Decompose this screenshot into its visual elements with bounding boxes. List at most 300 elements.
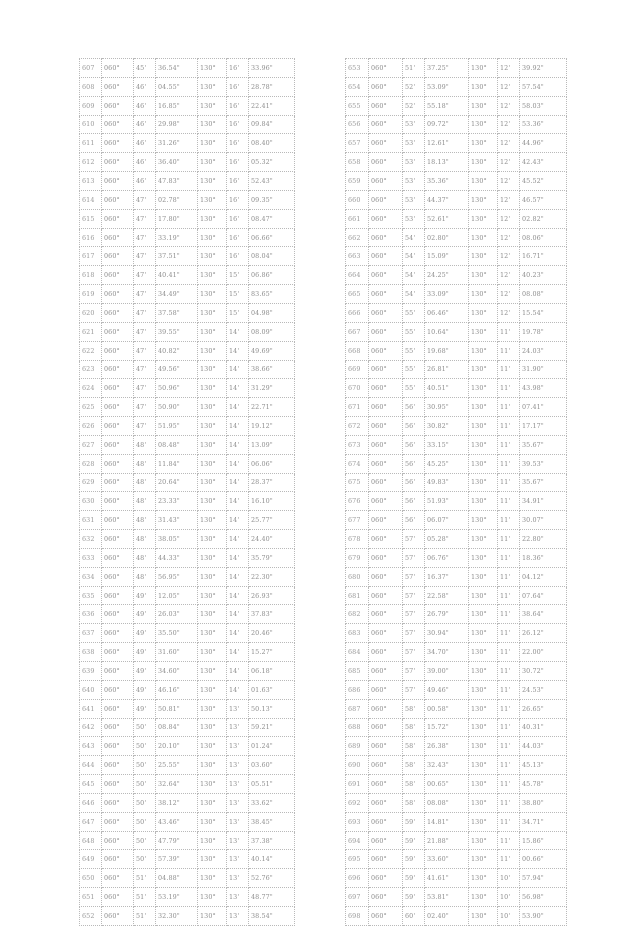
cell-degrees: 47' <box>134 247 156 266</box>
cell-degrees: 48' <box>134 567 156 586</box>
cell-degrees: 46' <box>134 153 156 172</box>
cell-bearing: 060° <box>369 77 403 96</box>
cell-reading: 15.27" <box>249 643 295 662</box>
cell-distance: 10' <box>498 869 520 888</box>
cell-bearing: 060° <box>369 567 403 586</box>
cell-bearing: 060° <box>102 831 134 850</box>
cell-degrees: 50' <box>134 718 156 737</box>
cell-minutes_seconds: 20.10" <box>156 737 198 756</box>
cell-distance: 16' <box>227 172 249 191</box>
cell-bearing: 060° <box>369 530 403 549</box>
cell-degrees: 56' <box>403 454 425 473</box>
cell-distance: 12' <box>498 285 520 304</box>
cell-distance: 11' <box>498 718 520 737</box>
cell-minutes_seconds: 31.60" <box>156 643 198 662</box>
cell-minutes_seconds: 02.78" <box>156 190 198 209</box>
cell-angle: 130° <box>198 435 227 454</box>
cell-point: 641 <box>80 699 102 718</box>
cell-reading: 04.98" <box>249 303 295 322</box>
cell-angle: 130° <box>198 906 227 925</box>
cell-angle: 130° <box>198 379 227 398</box>
table-row <box>80 888 295 907</box>
cell-minutes_seconds: 08.84" <box>156 718 198 737</box>
cell-angle: 130° <box>469 624 498 643</box>
cell-degrees: 53' <box>403 153 425 172</box>
cell-degrees: 59' <box>403 850 425 869</box>
cell-reading: 35.67" <box>520 435 567 454</box>
cell-bearing: 060° <box>369 379 403 398</box>
cell-angle: 130° <box>469 379 498 398</box>
cell-degrees: 47' <box>134 322 156 341</box>
cell-bearing: 060° <box>102 662 134 681</box>
cell-distance: 11' <box>498 586 520 605</box>
cell-angle: 130° <box>198 285 227 304</box>
cell-minutes_seconds: 33.15" <box>425 435 469 454</box>
cell-distance: 11' <box>498 530 520 549</box>
cell-degrees: 53' <box>403 209 425 228</box>
cell-point: 633 <box>80 548 102 567</box>
cell-point: 657 <box>346 134 369 153</box>
cell-minutes_seconds: 02.40" <box>425 906 469 925</box>
cell-minutes_seconds: 11.84" <box>156 454 198 473</box>
cell-bearing: 060° <box>102 303 134 322</box>
cell-point: 628 <box>80 454 102 473</box>
cell-point: 660 <box>346 190 369 209</box>
cell-degrees: 52' <box>403 77 425 96</box>
cell-bearing: 060° <box>102 511 134 530</box>
cell-degrees: 54' <box>403 228 425 247</box>
cell-degrees: 55' <box>403 322 425 341</box>
cell-point: 680 <box>346 567 369 586</box>
cell-point: 691 <box>346 775 369 794</box>
cell-distance: 14' <box>227 473 249 492</box>
cell-point: 695 <box>346 850 369 869</box>
cell-minutes_seconds: 15.09" <box>425 247 469 266</box>
cell-distance: 11' <box>498 812 520 831</box>
cell-angle: 130° <box>198 454 227 473</box>
cell-angle: 130° <box>198 190 227 209</box>
cell-bearing: 060° <box>369 473 403 492</box>
table-row <box>346 209 567 228</box>
table-row <box>80 643 295 662</box>
cell-minutes_seconds: 50.96" <box>156 379 198 398</box>
cell-reading: 08.06" <box>520 228 567 247</box>
cell-bearing: 060° <box>102 756 134 775</box>
cell-degrees: 47' <box>134 285 156 304</box>
cell-bearing: 060° <box>369 153 403 172</box>
cell-distance: 14' <box>227 341 249 360</box>
cell-angle: 130° <box>469 417 498 436</box>
cell-distance: 11' <box>498 511 520 530</box>
cell-bearing: 060° <box>102 96 134 115</box>
cell-point: 698 <box>346 906 369 925</box>
table-row <box>346 548 567 567</box>
table-row <box>346 454 567 473</box>
cell-angle: 130° <box>469 605 498 624</box>
cell-angle: 130° <box>198 473 227 492</box>
cell-degrees: 46' <box>134 134 156 153</box>
cell-reading: 28.37" <box>249 473 295 492</box>
cell-reading: 35.79" <box>249 548 295 567</box>
cell-angle: 130° <box>469 793 498 812</box>
cell-point: 647 <box>80 812 102 831</box>
cell-point: 635 <box>80 586 102 605</box>
cell-bearing: 060° <box>369 548 403 567</box>
cell-point: 663 <box>346 247 369 266</box>
cell-degrees: 49' <box>134 699 156 718</box>
table-row <box>80 699 295 718</box>
cell-point: 689 <box>346 737 369 756</box>
table-row <box>346 435 567 454</box>
cell-reading: 19.78" <box>520 322 567 341</box>
cell-bearing: 060° <box>102 341 134 360</box>
cell-reading: 38.45" <box>249 812 295 831</box>
table-row <box>346 624 567 643</box>
table-row <box>346 662 567 681</box>
cell-bearing: 060° <box>102 454 134 473</box>
cell-degrees: 58' <box>403 775 425 794</box>
cell-minutes_seconds: 12.61" <box>425 134 469 153</box>
cell-distance: 12' <box>498 96 520 115</box>
cell-bearing: 060° <box>102 115 134 134</box>
cell-reading: 19.12" <box>249 417 295 436</box>
cell-minutes_seconds: 39.00" <box>425 662 469 681</box>
cell-degrees: 57' <box>403 680 425 699</box>
cell-point: 648 <box>80 831 102 850</box>
cell-degrees: 55' <box>403 379 425 398</box>
cell-reading: 22.71" <box>249 398 295 417</box>
table-row <box>80 473 295 492</box>
cell-point: 690 <box>346 756 369 775</box>
table-row <box>346 228 567 247</box>
cell-distance: 12' <box>498 209 520 228</box>
cell-degrees: 51' <box>134 869 156 888</box>
table-row <box>80 548 295 567</box>
cell-minutes_seconds: 15.72" <box>425 718 469 737</box>
cell-degrees: 56' <box>403 511 425 530</box>
cell-distance: 16' <box>227 115 249 134</box>
cell-degrees: 56' <box>403 398 425 417</box>
cell-angle: 130° <box>198 530 227 549</box>
table-row <box>80 737 295 756</box>
cell-degrees: 47' <box>134 190 156 209</box>
cell-minutes_seconds: 37.58" <box>156 303 198 322</box>
cell-bearing: 060° <box>102 153 134 172</box>
table-row <box>80 511 295 530</box>
table-row <box>80 869 295 888</box>
cell-bearing: 060° <box>369 586 403 605</box>
cell-angle: 130° <box>198 737 227 756</box>
cell-reading: 40.31" <box>520 718 567 737</box>
table-row <box>80 793 295 812</box>
cell-minutes_seconds: 26.03" <box>156 605 198 624</box>
cell-bearing: 060° <box>369 906 403 925</box>
cell-point: 656 <box>346 115 369 134</box>
cell-bearing: 060° <box>369 134 403 153</box>
cell-reading: 08.40" <box>249 134 295 153</box>
cell-point: 645 <box>80 775 102 794</box>
cell-degrees: 49' <box>134 643 156 662</box>
table-row <box>80 624 295 643</box>
cell-reading: 38.66" <box>249 360 295 379</box>
cell-angle: 130° <box>198 548 227 567</box>
table-row <box>346 511 567 530</box>
cell-distance: 11' <box>498 417 520 436</box>
table-row <box>346 417 567 436</box>
table-row <box>346 567 567 586</box>
table-row <box>346 492 567 511</box>
table-row <box>80 341 295 360</box>
cell-distance: 13' <box>227 906 249 925</box>
cell-angle: 130° <box>469 737 498 756</box>
cell-angle: 130° <box>469 59 498 78</box>
cell-reading: 09.35" <box>249 190 295 209</box>
table-row <box>80 567 295 586</box>
cell-distance: 16' <box>227 77 249 96</box>
table-row <box>80 134 295 153</box>
cell-bearing: 060° <box>369 190 403 209</box>
cell-point: 674 <box>346 454 369 473</box>
cell-bearing: 060° <box>369 869 403 888</box>
cell-bearing: 060° <box>102 548 134 567</box>
cell-point: 637 <box>80 624 102 643</box>
cell-degrees: 48' <box>134 511 156 530</box>
cell-point: 642 <box>80 718 102 737</box>
cell-distance: 13' <box>227 699 249 718</box>
cell-degrees: 46' <box>134 115 156 134</box>
cell-bearing: 060° <box>102 586 134 605</box>
cell-bearing: 060° <box>369 285 403 304</box>
cell-angle: 130° <box>198 247 227 266</box>
cell-reading: 30.72" <box>520 662 567 681</box>
cell-distance: 15' <box>227 266 249 285</box>
cell-degrees: 47' <box>134 209 156 228</box>
cell-degrees: 57' <box>403 643 425 662</box>
cell-distance: 11' <box>498 737 520 756</box>
cell-minutes_seconds: 32.30" <box>156 906 198 925</box>
cell-distance: 15' <box>227 285 249 304</box>
cell-distance: 14' <box>227 530 249 549</box>
cell-reading: 00.66" <box>520 850 567 869</box>
cell-bearing: 060° <box>369 699 403 718</box>
cell-degrees: 48' <box>134 454 156 473</box>
table-row <box>346 398 567 417</box>
cell-reading: 33.96" <box>249 59 295 78</box>
cell-distance: 16' <box>227 209 249 228</box>
cell-degrees: 60' <box>403 906 425 925</box>
cell-reading: 03.60" <box>249 756 295 775</box>
table-row <box>346 680 567 699</box>
cell-reading: 52.43" <box>249 172 295 191</box>
cell-degrees: 53' <box>403 172 425 191</box>
cell-distance: 14' <box>227 435 249 454</box>
cell-angle: 130° <box>469 662 498 681</box>
cell-degrees: 57' <box>403 567 425 586</box>
cell-degrees: 55' <box>403 303 425 322</box>
cell-minutes_seconds: 21.88" <box>425 831 469 850</box>
cell-angle: 130° <box>469 473 498 492</box>
cell-distance: 14' <box>227 662 249 681</box>
cell-point: 636 <box>80 605 102 624</box>
cell-bearing: 060° <box>369 812 403 831</box>
cell-reading: 39.92" <box>520 59 567 78</box>
cell-distance: 12' <box>498 115 520 134</box>
cell-point: 675 <box>346 473 369 492</box>
table-row <box>346 756 567 775</box>
table-row <box>80 247 295 266</box>
cell-reading: 31.90" <box>520 360 567 379</box>
cell-degrees: 54' <box>403 285 425 304</box>
cell-angle: 130° <box>469 643 498 662</box>
cell-point: 643 <box>80 737 102 756</box>
cell-angle: 130° <box>198 417 227 436</box>
cell-reading: 83.65" <box>249 285 295 304</box>
table-row <box>346 341 567 360</box>
cell-degrees: 47' <box>134 341 156 360</box>
cell-distance: 12' <box>498 266 520 285</box>
table-row <box>346 906 567 925</box>
cell-distance: 11' <box>498 680 520 699</box>
cell-reading: 58.03" <box>520 96 567 115</box>
cell-distance: 16' <box>227 96 249 115</box>
cell-minutes_seconds: 20.64" <box>156 473 198 492</box>
cell-point: 646 <box>80 793 102 812</box>
table-row <box>346 303 567 322</box>
cell-minutes_seconds: 37.25" <box>425 59 469 78</box>
cell-angle: 130° <box>198 77 227 96</box>
cell-reading: 50.13" <box>249 699 295 718</box>
cell-reading: 57.54" <box>520 77 567 96</box>
table-row <box>346 605 567 624</box>
cell-angle: 130° <box>198 662 227 681</box>
cell-reading: 37.38" <box>249 831 295 850</box>
cell-distance: 11' <box>498 435 520 454</box>
cell-minutes_seconds: 33.19" <box>156 228 198 247</box>
cell-distance: 13' <box>227 812 249 831</box>
cell-point: 639 <box>80 662 102 681</box>
cell-point: 684 <box>346 643 369 662</box>
cell-minutes_seconds: 35.50" <box>156 624 198 643</box>
cell-angle: 130° <box>198 115 227 134</box>
cell-angle: 130° <box>469 850 498 869</box>
cell-bearing: 060° <box>102 435 134 454</box>
cell-reading: 48.77" <box>249 888 295 907</box>
cell-degrees: 49' <box>134 586 156 605</box>
cell-bearing: 060° <box>102 322 134 341</box>
cell-minutes_seconds: 04.55" <box>156 77 198 96</box>
table-row <box>346 586 567 605</box>
cell-angle: 130° <box>198 680 227 699</box>
cell-angle: 130° <box>469 906 498 925</box>
cell-angle: 130° <box>198 624 227 643</box>
table-row <box>346 737 567 756</box>
cell-angle: 130° <box>469 718 498 737</box>
table-row <box>346 530 567 549</box>
table-row <box>346 322 567 341</box>
cell-degrees: 50' <box>134 812 156 831</box>
cell-angle: 130° <box>198 511 227 530</box>
cell-distance: 11' <box>498 850 520 869</box>
table-row <box>80 530 295 549</box>
cell-minutes_seconds: 53.19" <box>156 888 198 907</box>
cell-reading: 35.67" <box>520 473 567 492</box>
cell-point: 634 <box>80 567 102 586</box>
cell-reading: 44.96" <box>520 134 567 153</box>
cell-point: 667 <box>346 322 369 341</box>
cell-distance: 14' <box>227 492 249 511</box>
cell-reading: 28.78" <box>249 77 295 96</box>
cell-reading: 15.54" <box>520 303 567 322</box>
cell-bearing: 060° <box>102 360 134 379</box>
cell-point: 627 <box>80 435 102 454</box>
cell-reading: 40.14" <box>249 850 295 869</box>
cell-angle: 130° <box>469 115 498 134</box>
cell-degrees: 49' <box>134 605 156 624</box>
cell-distance: 11' <box>498 662 520 681</box>
cell-angle: 130° <box>469 567 498 586</box>
cell-minutes_seconds: 40.82" <box>156 341 198 360</box>
cell-angle: 130° <box>469 134 498 153</box>
table-row <box>80 756 295 775</box>
cell-distance: 14' <box>227 379 249 398</box>
cell-minutes_seconds: 34.70" <box>425 643 469 662</box>
cell-distance: 11' <box>498 775 520 794</box>
cell-distance: 11' <box>498 398 520 417</box>
cell-minutes_seconds: 55.18" <box>425 96 469 115</box>
cell-bearing: 060° <box>369 266 403 285</box>
cell-degrees: 47' <box>134 303 156 322</box>
cell-minutes_seconds: 38.05" <box>156 530 198 549</box>
cell-distance: 12' <box>498 153 520 172</box>
cell-degrees: 57' <box>403 605 425 624</box>
cell-degrees: 53' <box>403 190 425 209</box>
cell-minutes_seconds: 52.61" <box>425 209 469 228</box>
cell-reading: 07.41" <box>520 398 567 417</box>
cell-minutes_seconds: 38.12" <box>156 793 198 812</box>
cell-reading: 24.40" <box>249 530 295 549</box>
cell-angle: 130° <box>469 209 498 228</box>
cell-point: 683 <box>346 624 369 643</box>
cell-distance: 12' <box>498 172 520 191</box>
cell-point: 651 <box>80 888 102 907</box>
table-row <box>346 285 567 304</box>
cell-point: 631 <box>80 511 102 530</box>
cell-distance: 16' <box>227 134 249 153</box>
cell-reading: 22.30" <box>249 567 295 586</box>
cell-reading: 16.71" <box>520 247 567 266</box>
cell-minutes_seconds: 05.28" <box>425 530 469 549</box>
cell-bearing: 060° <box>369 172 403 191</box>
cell-point: 668 <box>346 341 369 360</box>
cell-distance: 13' <box>227 869 249 888</box>
table-row <box>80 285 295 304</box>
cell-reading: 13.09" <box>249 435 295 454</box>
cell-degrees: 51' <box>403 59 425 78</box>
cell-point: 652 <box>80 906 102 925</box>
table-row <box>80 492 295 511</box>
cell-bearing: 060° <box>102 869 134 888</box>
cell-degrees: 56' <box>403 417 425 436</box>
cell-degrees: 49' <box>134 680 156 699</box>
table-row <box>80 586 295 605</box>
cell-reading: 43.98" <box>520 379 567 398</box>
cell-degrees: 50' <box>134 756 156 775</box>
cell-bearing: 060° <box>102 247 134 266</box>
cell-minutes_seconds: 30.94" <box>425 624 469 643</box>
cell-degrees: 45' <box>134 59 156 78</box>
cell-point: 620 <box>80 303 102 322</box>
cell-distance: 16' <box>227 190 249 209</box>
